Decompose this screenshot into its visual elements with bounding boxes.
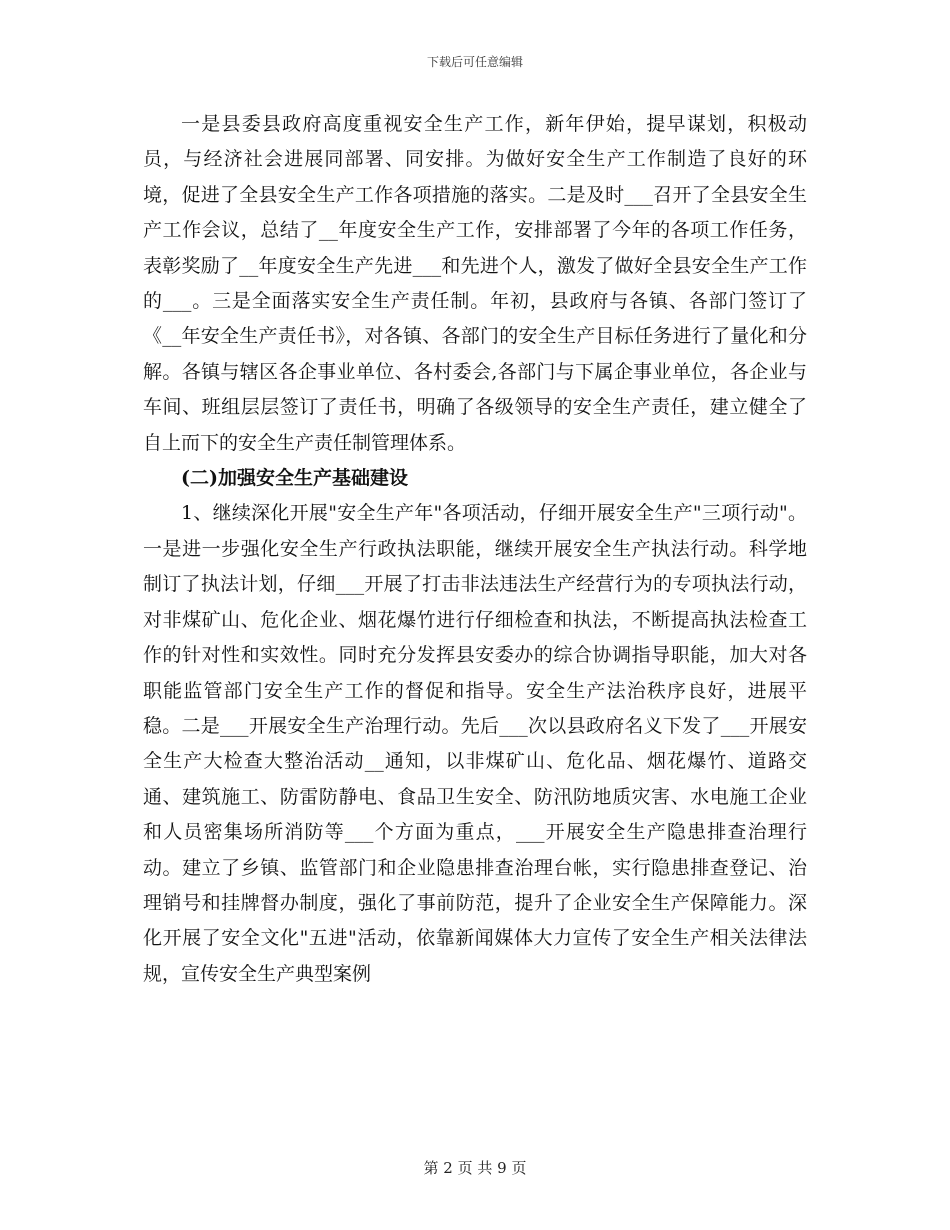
paragraph-three-actions: 1、继续深化开展"安全生产年"各项活动，仔细开展安全生产"三项行动"。一是进一步强化安全生产行政执法职能，继续开展安全生产执法行动。科学地制订了执法计划，仔细___开展了打击非法违法生产经营行为的专项执法行动，对非煤矿山、危化企业、烟花爆竹进行仔细检查和执法，不断提高执法检查工作的针对性和实效性。同时充分发挥县安委办的综合协调指导职能，加大对各职能监管部门安全生产工作的督促和指导。安全生产法治秩序良好，进展平稳。二是___开展安全生产治理行动。先后___次以县政府名义下发了___开展安全生产大检查大整治活动__通知，以非煤矿山、危化品、烟花爆竹、道路交通、建筑施工、防雷防静电、食品卫生安全、防汛防地质灾害、水电施工企业和人员密集场所消防等___个方面为重点，___开展安全生产隐患排查治理行动。建立了乡镇、监管部门和企业隐患排查治理台帐，实行隐患排查登记、治理销号和挂牌督办制度，强化了事前防范，提升了企业安全生产保障能力。深化开展了安全文化"五进"活动，依靠新闻媒体大力宣传了安全生产相关法律法规，宣传安全生产典型案例 [143, 502, 807, 985]
page-number: 第 2 页 共 9 页 [423, 1159, 527, 1177]
section-heading: (二)加强安全生产基础建设 [181, 467, 408, 490]
header-note: 下载后可任意编辑 [426, 55, 523, 69]
paragraph-responsibility: 一是县委县政府高度重视安全生产工作，新年伊始，提早谋划，积极动员，与经济社会进展同部署、同安排。为做好安全生产工作制造了良好的环境，促进了全县安全生产工作各项措施的落实。二是及时___召开了全县安全生产工作会议，总结了__年度安全生产工作，安排部署了今年的各项工作任务，表彰奖励了__年度安全生产先进___和先进个人，激发了做好全县安全生产工作的___。三是全面落实安全生产责任制。年初，县政府与各镇、各部门签订了《__年安全生产责任书》，对各镇、各部门的安全生产目标任务进行了量化和分解。各镇与辖区各企事业单位、各村委会,各部门与下属企事业单位，各企业与车间、班组层层签订了责任书，明确了各级领导的安全生产责任，建立健全了自上而下的安全生产责任制管理体系。 [143, 113, 807, 454]
document-body [143, 107, 807, 992]
